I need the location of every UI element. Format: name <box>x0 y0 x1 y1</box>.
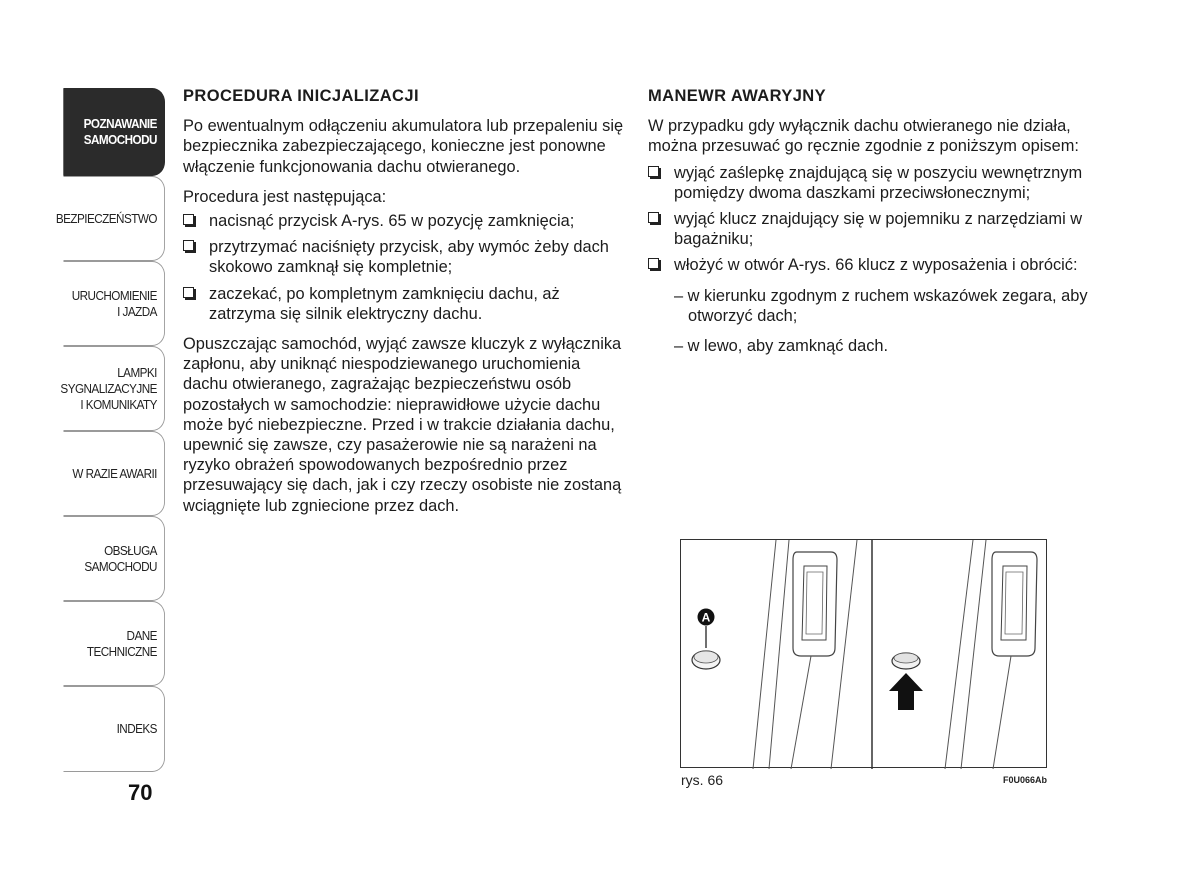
section-heading-procedura: PROCEDURA INICJALIZACJI <box>183 87 419 105</box>
arrow-up-icon <box>889 673 923 710</box>
figure-code: F0U066Ab <box>1003 775 1048 785</box>
list-item <box>648 163 1093 203</box>
checkbox-bullet-icon <box>183 214 194 225</box>
figure-rys-66 <box>680 539 1047 768</box>
tab-poznawanie-samochodu[interactable]: POZNAWANIE SAMOCHODU <box>63 88 165 176</box>
list-item-text: nacisnąć przycisk A-rys. 65 w pozycję zamknięcia; <box>209 212 575 231</box>
list-item <box>183 237 628 277</box>
list-item-text: włożyć w otwór A-rys. 66 klucz z wyposażenia i obrócić: <box>674 256 1078 275</box>
tab-indeks[interactable]: INDEKS <box>63 686 165 772</box>
tab-uruchomienie-i-jazda[interactable]: URUCHOMIENIE I JAZDA <box>63 261 165 346</box>
checkbox-bullet-icon <box>648 258 659 269</box>
checkbox-bullet-icon <box>183 240 194 251</box>
page-number: 70 <box>128 780 153 805</box>
list-item-text: zaczekać, po kompletnym zamknięciu dachu, aż zatrzyma się silnik elektryczny dachu. <box>209 284 560 323</box>
list-item-text: wyjąć klucz znajdujący się w pojemniku z narzędziami w bagażniku; <box>674 210 1083 249</box>
checkbox-bullet-icon <box>648 166 659 177</box>
tab-w-razie-awarii[interactable]: W RAZIE AWARII <box>63 431 165 516</box>
tab-obsluga-samochodu[interactable]: OBSŁUGA SAMOCHODU <box>63 516 165 601</box>
marker-a-label: A <box>701 610 711 625</box>
left-column <box>183 86 628 526</box>
tab-lampki-sygnalizacyjne[interactable]: LAMPKI SYGNALIZACYJNE I KOMUNIKATY <box>63 346 165 431</box>
checkbox-bullet-icon <box>183 287 194 298</box>
procedure-intro: Procedura jest następująca: <box>183 187 387 206</box>
right-column <box>648 86 1093 366</box>
figure-caption: rys. 66 <box>681 772 724 788</box>
list-item <box>183 284 628 324</box>
section-heading-manewr: MANEWR AWARYJNY <box>648 87 827 105</box>
list-item <box>648 209 1093 249</box>
manewr-list <box>648 163 1093 276</box>
roof-illustration <box>681 540 1048 769</box>
list-item <box>183 211 628 231</box>
manewr-intro: W przypadku gdy wyłącznik dachu otwieranego nie działa, można przesuwać go ręcznie zgodnie z poniższym opisem: <box>648 117 1079 156</box>
list-item <box>648 255 1093 275</box>
list-item-text: wyjąć zaślepkę znajdującą się w poszyciu wewnętrznym pomiędzy dwoma daszkami przeciwsłonecznymi; <box>674 163 1083 202</box>
intro-paragraph: Po ewentualnym odłączeniu akumulatora lub przepaleniu się bezpiecznika zabezpieczającego, konieczne jest ponowne włączenie funkcjonowania dachu otwieranego. <box>183 117 624 176</box>
dash-item: – w lewo, aby zamknąć dach. <box>674 337 889 356</box>
list-item-text: przytrzymać naciśnięty przycisk, aby wymóc żeby dach skokowo zamknął się kompletnie; <box>209 238 609 277</box>
dash-item: – w kierunku zgodnym z ruchem wskazówek zegara, aby otworzyć dach; <box>674 286 1088 325</box>
tab-bezpieczenstwo[interactable]: BEZPIECZEŃSTWO <box>63 176 165 261</box>
checkbox-bullet-icon <box>648 212 659 223</box>
warning-paragraph: Opuszczając samochód, wyjąć zawsze kluczyk z wyłącznika zapłonu, aby uniknąć niespodziewanego uruchomienia dachu otwieranego, zagrażając bezpieczeństwu osób pozostałych w samochodzie: nieprawidłowe użycie dachu może być niebezpieczne. Przed i w trakcie działania dachu, upewnić się zawsze, czy pasażerowie nie są narażeni na ryzyko obrażeń spowodowanych bezpośrednio przez przesuwający się dach, jak i czy rzeczy osobiste nie zostaną wciągnięte lub zgniecione przez dach. <box>183 335 622 515</box>
rotation-options <box>648 286 1093 357</box>
procedure-list <box>183 211 628 324</box>
chapter-sidebar <box>52 88 167 772</box>
tab-dane-techniczne[interactable]: DANE TECHNICZNE <box>63 601 165 686</box>
